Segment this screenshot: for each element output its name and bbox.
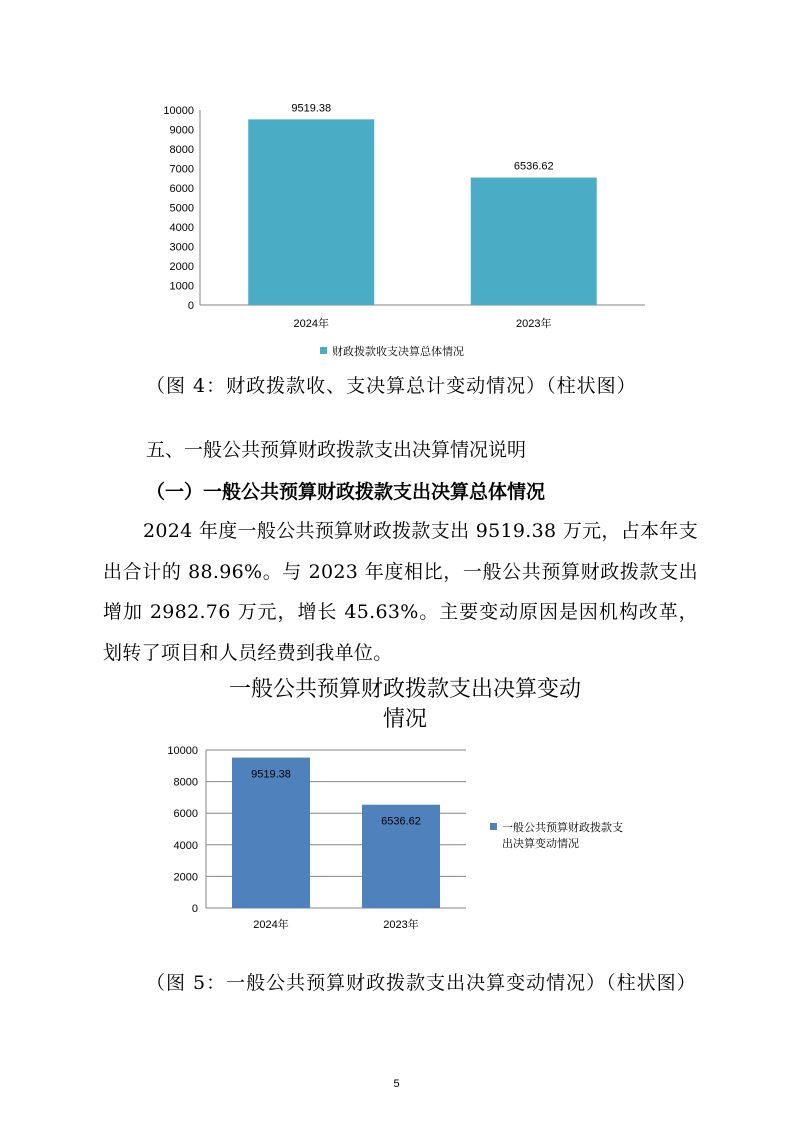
- chart-budget-overview-svg: [140, 90, 670, 365]
- y-tick-label: 10000: [167, 745, 198, 757]
- x-tick-label: 2023年: [383, 919, 419, 931]
- y-tick-label: 9000: [169, 124, 194, 137]
- chart-general-budget-change-svg: [140, 672, 700, 940]
- bar: [248, 119, 374, 305]
- section5-1-paragraph: 2024 年度一般公共预算财政拨款支出 9519.38 万元，占本年支出合计的 88.96%。与 2023 年度相比，一般公共预算财政拨款支出增加 2982.76 万元，增长 45.63%。主要变动原因是因机构改革，划转了项目和人员经费到我单位。: [103, 520, 698, 664]
- chart-budget-overview: [140, 90, 670, 365]
- y-tick-label: 10000: [163, 105, 194, 117]
- legend-swatch: [320, 347, 327, 354]
- data-label: 6536.62: [513, 160, 554, 173]
- bar: [471, 178, 597, 305]
- y-tick-label: 3000: [169, 241, 194, 254]
- chart-title-line1: 一般公共预算财政拨款支出决算变动: [228, 676, 582, 701]
- y-tick-label: 8000: [169, 144, 194, 156]
- page-number: 5: [393, 1078, 400, 1090]
- y-tick-label: 5000: [169, 202, 194, 215]
- figure5-caption: （图 5：一般公共预算财政拨款支出决算变动情况）（柱状图）: [146, 972, 697, 994]
- legend-label-line1: 一般公共预算财政拨款支: [502, 822, 623, 834]
- section5-1-heading: （一）一般公共预算财政拨款支出决算总体情况: [146, 481, 546, 503]
- y-tick-label: 4000: [173, 839, 198, 852]
- data-label: 9519.38: [291, 102, 332, 115]
- legend-label: 财政拨款收支决算总体情况: [332, 346, 464, 358]
- y-tick-label: 2000: [173, 871, 198, 884]
- y-tick-label: 6000: [169, 183, 194, 195]
- x-tick-label: 2024年: [253, 919, 289, 931]
- y-tick-label: 2000: [169, 261, 194, 273]
- data-label: 9519.38: [251, 768, 291, 781]
- y-tick-label: 1000: [169, 280, 194, 293]
- y-tick-label: 4000: [169, 222, 194, 234]
- y-tick-label: 7000: [169, 163, 194, 176]
- y-tick-label: 8000: [173, 776, 198, 789]
- x-tick-label: 2024年: [293, 318, 329, 330]
- data-label: 6536.62: [381, 815, 421, 828]
- chart-general-budget-change: [140, 672, 700, 940]
- figure4-caption: （图 4：财政拨款收、支决算总计变动情况）（柱状图）: [146, 375, 637, 397]
- section5-heading: 五、一般公共预算财政拨款支出决算情况说明: [146, 439, 527, 461]
- legend-swatch: [490, 823, 497, 830]
- legend-label-line2: 出决算变动情况: [502, 838, 579, 850]
- y-tick-label: 0: [191, 903, 198, 915]
- x-tick-label: 2023年: [516, 318, 552, 330]
- chart-title-line2: 情况: [382, 706, 428, 731]
- y-tick-label: 6000: [173, 808, 198, 821]
- y-tick-label: 0: [187, 300, 194, 312]
